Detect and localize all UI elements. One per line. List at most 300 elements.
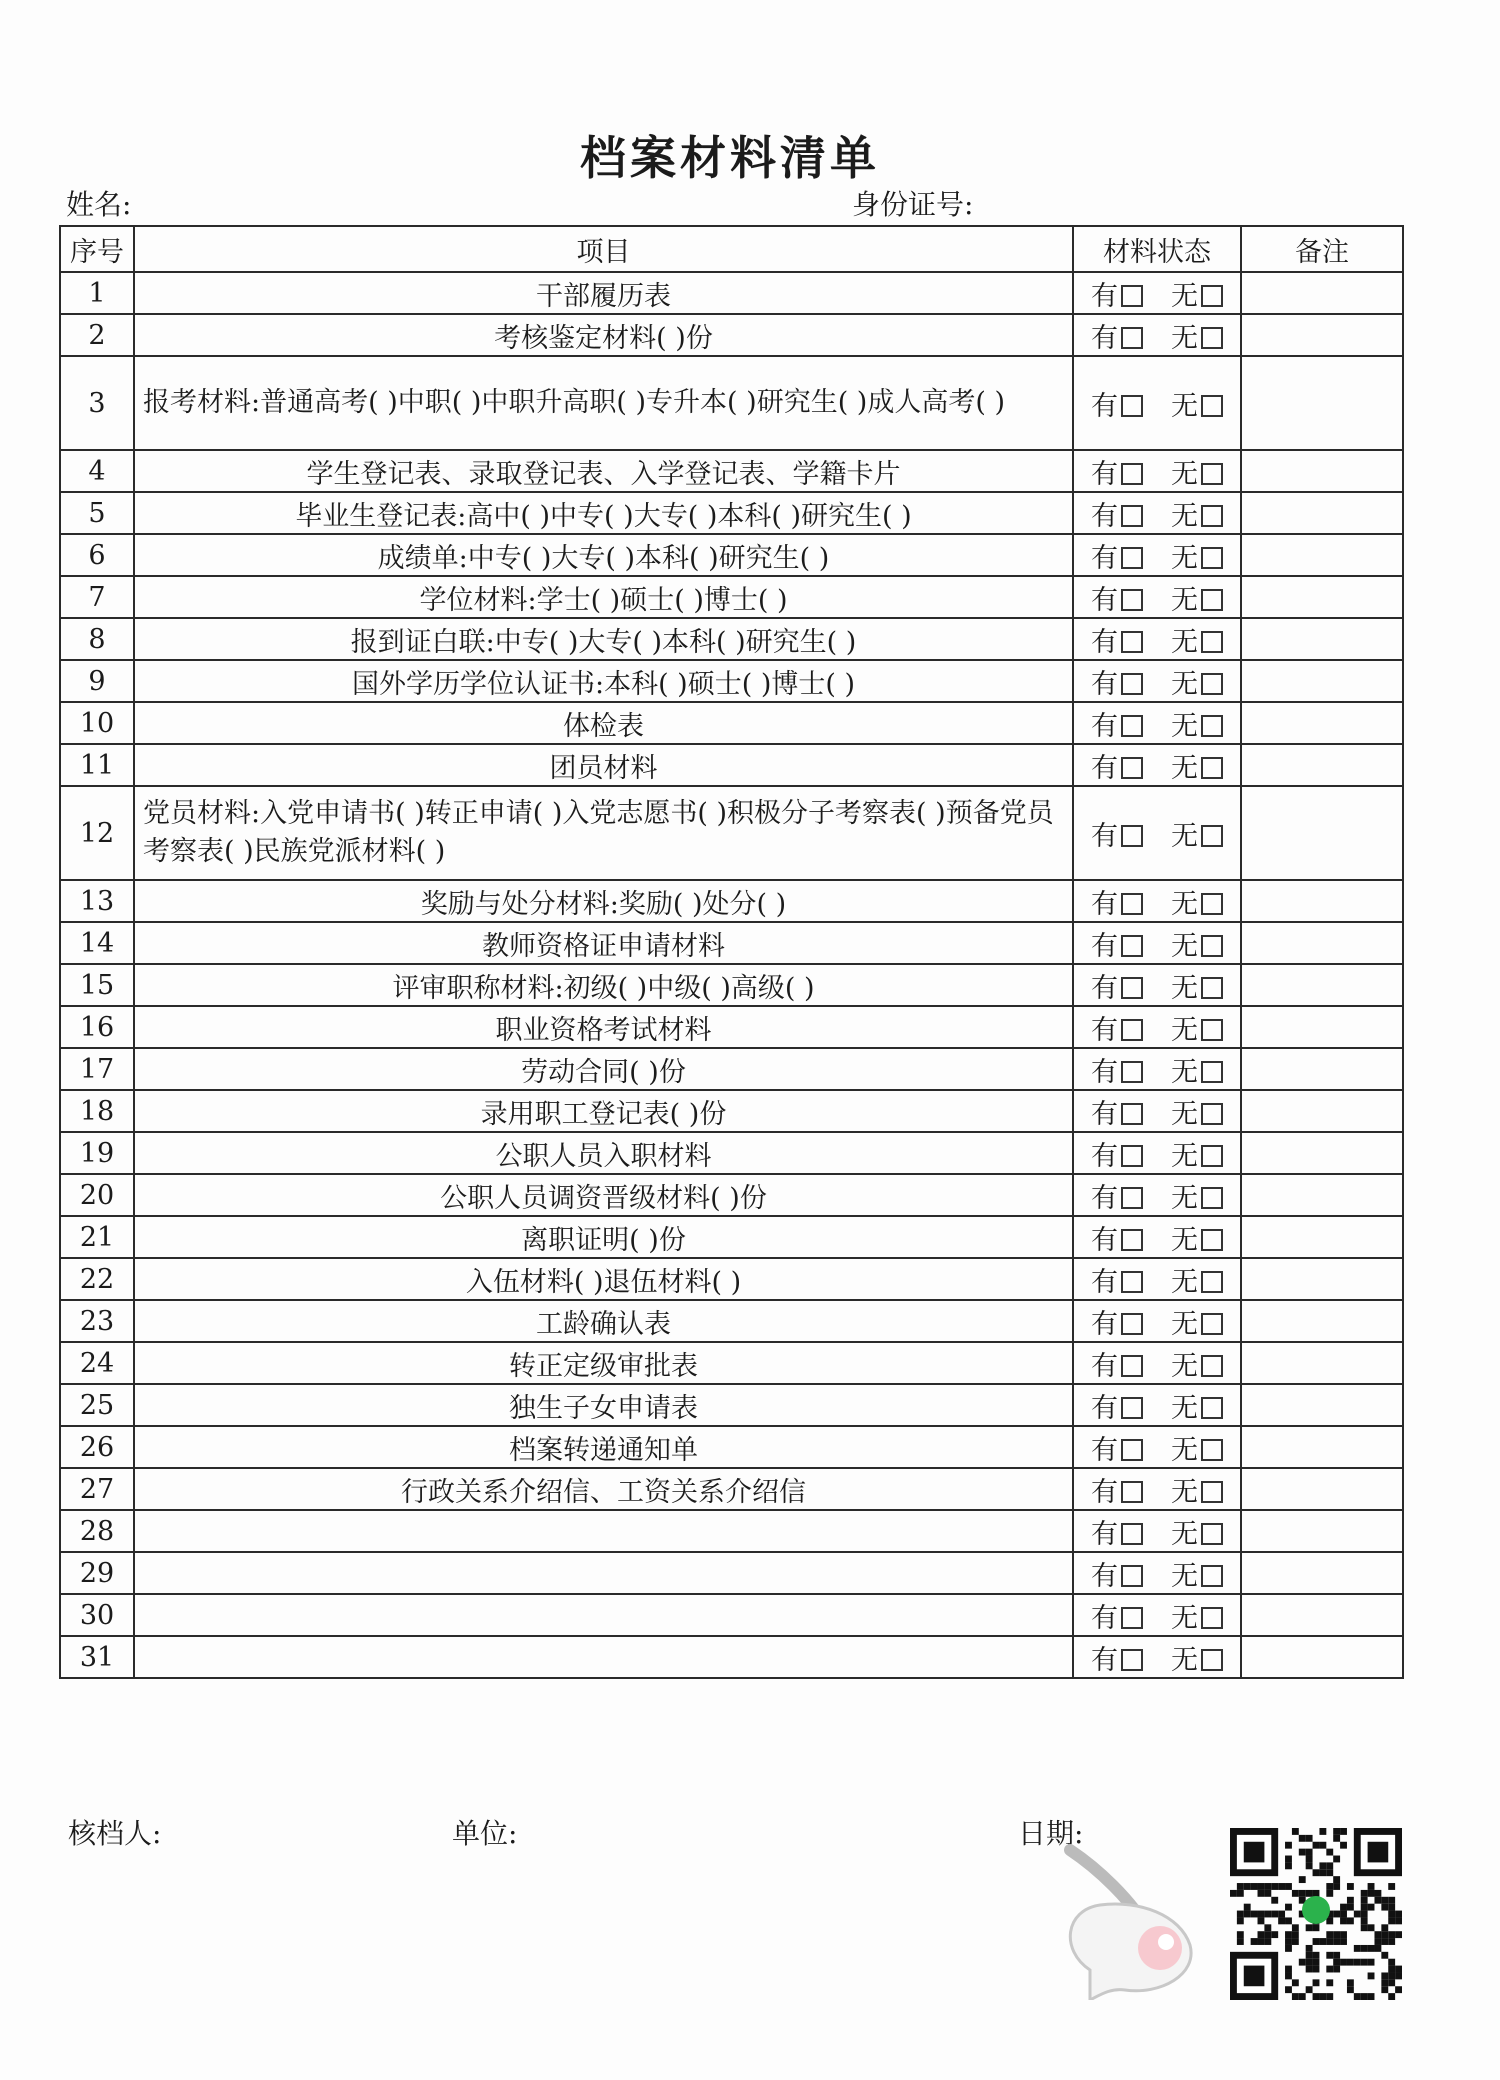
checkbox-icon — [1201, 463, 1223, 485]
row-note[interactable] — [1241, 1132, 1403, 1174]
status-have-option[interactable] — [1091, 1015, 1143, 1046]
status-none-option[interactable] — [1171, 711, 1223, 742]
status-none-label: 无 — [1171, 1140, 1198, 1172]
status-none-option[interactable] — [1171, 501, 1223, 532]
checkbox-icon — [1121, 1481, 1143, 1503]
status-none-option[interactable] — [1171, 1057, 1223, 1088]
row-note[interactable] — [1241, 1510, 1403, 1552]
status-none-label: 无 — [1171, 1476, 1198, 1508]
status-none-label: 无 — [1171, 1056, 1198, 1088]
row-note[interactable] — [1241, 492, 1403, 534]
row-number: 7 — [60, 576, 134, 618]
row-number: 4 — [60, 450, 134, 492]
table-row — [60, 1300, 1403, 1342]
status-none-label: 无 — [1171, 1224, 1198, 1256]
name-label: 姓名: — [66, 188, 132, 221]
checkbox-icon — [1201, 327, 1223, 349]
status-have-option[interactable] — [1091, 931, 1143, 962]
status-none-option[interactable] — [1171, 585, 1223, 616]
status-have-option[interactable] — [1091, 1645, 1143, 1676]
checkbox-icon — [1121, 285, 1143, 307]
row-number: 9 — [60, 660, 134, 702]
row-note[interactable] — [1241, 1258, 1403, 1300]
status-have-option[interactable] — [1091, 1519, 1143, 1550]
row-note[interactable] — [1241, 618, 1403, 660]
table-row — [60, 964, 1403, 1006]
row-number: 31 — [60, 1636, 134, 1678]
row-item: 公职人员调资晋级材料( )份 — [134, 1174, 1073, 1216]
table-row — [60, 744, 1403, 786]
status-have-option[interactable] — [1091, 585, 1143, 616]
qr-code-icon — [1230, 1828, 1402, 2000]
table-row — [60, 272, 1403, 314]
checkbox-icon — [1121, 1397, 1143, 1419]
status-have-option[interactable] — [1091, 669, 1143, 700]
checkbox-icon — [1201, 1607, 1223, 1629]
row-note[interactable] — [1241, 702, 1403, 744]
header-note: 备注 — [1241, 226, 1403, 272]
status-have-option[interactable] — [1091, 1225, 1143, 1256]
row-note[interactable] — [1241, 1384, 1403, 1426]
row-number: 26 — [60, 1426, 134, 1468]
status-have-option[interactable] — [1091, 1561, 1143, 1592]
checkbox-icon — [1121, 1607, 1143, 1629]
row-note[interactable] — [1241, 786, 1403, 880]
status-have-label: 有 — [1091, 322, 1118, 354]
status-have-option[interactable] — [1091, 543, 1143, 574]
row-item — [134, 1636, 1073, 1678]
row-note[interactable] — [1241, 1468, 1403, 1510]
status-none-label: 无 — [1171, 500, 1198, 532]
status-have-label: 有 — [1091, 930, 1118, 962]
row-number: 6 — [60, 534, 134, 576]
status-have-option[interactable] — [1091, 627, 1143, 658]
row-note[interactable] — [1241, 1342, 1403, 1384]
status-have-option[interactable] — [1091, 1393, 1143, 1424]
status-none-option[interactable] — [1171, 973, 1223, 1004]
row-number: 13 — [60, 880, 134, 922]
status-none-option[interactable] — [1171, 1225, 1223, 1256]
status-none-option[interactable] — [1171, 1603, 1223, 1634]
status-none-option[interactable] — [1171, 1393, 1223, 1424]
checkbox-icon — [1121, 977, 1143, 999]
status-have-label: 有 — [1091, 1014, 1118, 1046]
status-have-option[interactable] — [1091, 711, 1143, 742]
row-note[interactable] — [1241, 1048, 1403, 1090]
row-item: 报到证白联:中专( )大专( )本科( )研究生( ) — [134, 618, 1073, 660]
row-note[interactable] — [1241, 534, 1403, 576]
checkbox-icon — [1201, 977, 1223, 999]
row-number: 25 — [60, 1384, 134, 1426]
row-status — [1073, 450, 1241, 492]
row-number: 30 — [60, 1594, 134, 1636]
status-have-option[interactable] — [1091, 1099, 1143, 1130]
checkbox-icon — [1121, 463, 1143, 485]
table-row — [60, 660, 1403, 702]
table-row — [60, 576, 1403, 618]
status-none-option[interactable] — [1171, 323, 1223, 354]
status-none-option[interactable] — [1171, 459, 1223, 490]
checkbox-icon — [1201, 1313, 1223, 1335]
status-none-option[interactable] — [1171, 1267, 1223, 1298]
checkbox-icon — [1201, 1103, 1223, 1125]
row-item: 教师资格证申请材料 — [134, 922, 1073, 964]
row-status — [1073, 702, 1241, 744]
table-row — [60, 1258, 1403, 1300]
checkbox-icon — [1201, 1481, 1223, 1503]
status-none-label: 无 — [1171, 710, 1198, 742]
status-none-label: 无 — [1171, 584, 1198, 616]
unit-label: 单位: — [452, 1817, 518, 1850]
status-none-label: 无 — [1171, 322, 1198, 354]
checkbox-icon — [1121, 1103, 1143, 1125]
row-status — [1073, 1384, 1241, 1426]
status-have-label: 有 — [1091, 626, 1118, 658]
table-row — [60, 1048, 1403, 1090]
table-row — [60, 1174, 1403, 1216]
row-note[interactable] — [1241, 1300, 1403, 1342]
checkbox-icon — [1201, 757, 1223, 779]
row-item: 成绩单:中专( )大专( )本科( )研究生( ) — [134, 534, 1073, 576]
status-have-label: 有 — [1091, 542, 1118, 574]
status-none-option[interactable] — [1171, 1351, 1223, 1382]
row-item: 劳动合同( )份 — [134, 1048, 1073, 1090]
row-item: 公职人员入职材料 — [134, 1132, 1073, 1174]
status-have-option[interactable] — [1091, 889, 1143, 920]
checkbox-icon — [1201, 1397, 1223, 1419]
row-status — [1073, 314, 1241, 356]
table-row — [60, 618, 1403, 660]
checkbox-icon — [1201, 893, 1223, 915]
row-number: 11 — [60, 744, 134, 786]
status-none-option[interactable] — [1171, 1099, 1223, 1130]
status-have-option[interactable] — [1091, 459, 1143, 490]
checkbox-icon — [1201, 547, 1223, 569]
table-row — [60, 1636, 1403, 1678]
status-have-label: 有 — [1091, 668, 1118, 700]
page-title: 档案材料清单 — [580, 131, 880, 185]
checkbox-icon — [1201, 1145, 1223, 1167]
row-status — [1073, 1636, 1241, 1678]
checkbox-icon — [1121, 1187, 1143, 1209]
checkbox-icon — [1201, 1439, 1223, 1461]
row-number: 5 — [60, 492, 134, 534]
row-item: 转正定级审批表 — [134, 1342, 1073, 1384]
status-none-option[interactable] — [1171, 889, 1223, 920]
status-none-label: 无 — [1171, 1014, 1198, 1046]
table-row — [60, 1510, 1403, 1552]
status-none-label: 无 — [1171, 972, 1198, 1004]
table-row — [60, 1468, 1403, 1510]
row-number: 29 — [60, 1552, 134, 1594]
table-body — [60, 272, 1403, 1678]
status-have-option[interactable] — [1091, 1435, 1143, 1466]
header-status: 材料状态 — [1073, 226, 1241, 272]
row-status — [1073, 576, 1241, 618]
row-note[interactable] — [1241, 744, 1403, 786]
status-none-option[interactable] — [1171, 1477, 1223, 1508]
row-item: 学生登记表、录取登记表、入学登记表、学籍卡片 — [134, 450, 1073, 492]
materials-table — [59, 225, 1404, 1679]
status-have-label: 有 — [1091, 1518, 1118, 1550]
status-none-label: 无 — [1171, 1392, 1198, 1424]
row-status — [1073, 1132, 1241, 1174]
status-none-option[interactable] — [1171, 543, 1223, 574]
status-none-label: 无 — [1171, 280, 1198, 312]
status-have-option[interactable] — [1091, 821, 1143, 852]
row-item: 团员材料 — [134, 744, 1073, 786]
status-have-option[interactable] — [1091, 1351, 1143, 1382]
row-note[interactable] — [1241, 1636, 1403, 1678]
row-number: 23 — [60, 1300, 134, 1342]
checkbox-icon — [1121, 1565, 1143, 1587]
row-note[interactable] — [1241, 1594, 1403, 1636]
row-status — [1073, 744, 1241, 786]
status-have-label: 有 — [1091, 1098, 1118, 1130]
row-number: 24 — [60, 1342, 134, 1384]
status-have-option[interactable] — [1091, 1183, 1143, 1214]
status-none-label: 无 — [1171, 1098, 1198, 1130]
checkbox-icon — [1121, 395, 1143, 417]
status-have-option[interactable] — [1091, 1141, 1143, 1172]
row-number: 20 — [60, 1174, 134, 1216]
status-have-label: 有 — [1091, 1140, 1118, 1172]
row-note[interactable] — [1241, 356, 1403, 450]
row-number: 1 — [60, 272, 134, 314]
status-have-label: 有 — [1091, 888, 1118, 920]
checkbox-icon — [1201, 1229, 1223, 1251]
status-none-label: 无 — [1171, 390, 1198, 422]
row-status — [1073, 1594, 1241, 1636]
status-none-option[interactable] — [1171, 1435, 1223, 1466]
row-note[interactable] — [1241, 1216, 1403, 1258]
status-none-label: 无 — [1171, 930, 1198, 962]
checkbox-icon — [1121, 589, 1143, 611]
status-none-option[interactable] — [1171, 1561, 1223, 1592]
checkbox-icon — [1121, 631, 1143, 653]
status-have-label: 有 — [1091, 584, 1118, 616]
status-none-label: 无 — [1171, 1266, 1198, 1298]
status-none-label: 无 — [1171, 1644, 1198, 1676]
row-item: 行政关系介绍信、工资关系介绍信 — [134, 1468, 1073, 1510]
checkbox-icon — [1121, 1355, 1143, 1377]
date-label: 日期: — [1018, 1817, 1084, 1850]
checkbox-icon — [1121, 893, 1143, 915]
checkbox-icon — [1121, 1271, 1143, 1293]
row-status — [1073, 534, 1241, 576]
status-have-label: 有 — [1091, 500, 1118, 532]
status-none-option[interactable] — [1171, 931, 1223, 962]
status-have-label: 有 — [1091, 752, 1118, 784]
status-none-label: 无 — [1171, 820, 1198, 852]
checkbox-icon — [1121, 327, 1143, 349]
table-row — [60, 1006, 1403, 1048]
status-have-option[interactable] — [1091, 1267, 1143, 1298]
status-none-option[interactable] — [1171, 391, 1223, 422]
row-note[interactable] — [1241, 576, 1403, 618]
row-note[interactable] — [1241, 964, 1403, 1006]
checkbox-icon — [1201, 935, 1223, 957]
row-note[interactable] — [1241, 1426, 1403, 1468]
checkbox-icon — [1201, 1523, 1223, 1545]
status-none-option[interactable] — [1171, 1309, 1223, 1340]
row-number: 18 — [60, 1090, 134, 1132]
status-none-label: 无 — [1171, 888, 1198, 920]
row-note[interactable] — [1241, 880, 1403, 922]
row-number: 21 — [60, 1216, 134, 1258]
checkbox-icon — [1121, 673, 1143, 695]
status-none-option[interactable] — [1171, 1645, 1223, 1676]
row-note[interactable] — [1241, 1006, 1403, 1048]
row-item: 评审职称材料:初级( )中级( )高级( ) — [134, 964, 1073, 1006]
status-none-label: 无 — [1171, 626, 1198, 658]
row-number: 28 — [60, 1510, 134, 1552]
row-note[interactable] — [1241, 450, 1403, 492]
row-number: 15 — [60, 964, 134, 1006]
status-have-label: 有 — [1091, 280, 1118, 312]
row-status — [1073, 1552, 1241, 1594]
table-row — [60, 1426, 1403, 1468]
status-none-option[interactable] — [1171, 1015, 1223, 1046]
table-row — [60, 1552, 1403, 1594]
row-item: 独生子女申请表 — [134, 1384, 1073, 1426]
row-status — [1073, 1510, 1241, 1552]
status-have-option[interactable] — [1091, 391, 1143, 422]
checkbox-icon — [1121, 547, 1143, 569]
checkbox-icon — [1121, 757, 1143, 779]
checkbox-icon — [1201, 285, 1223, 307]
checkbox-icon — [1201, 673, 1223, 695]
status-have-label: 有 — [1091, 820, 1118, 852]
row-number: 27 — [60, 1468, 134, 1510]
checker-label: 核档人: — [68, 1817, 162, 1850]
checkbox-icon — [1201, 715, 1223, 737]
status-have-label: 有 — [1091, 390, 1118, 422]
row-item: 录用职工登记表( )份 — [134, 1090, 1073, 1132]
status-none-option[interactable] — [1171, 753, 1223, 784]
row-item: 毕业生登记表:高中( )中专( )大专( )本科( )研究生( ) — [134, 492, 1073, 534]
status-none-option[interactable] — [1171, 821, 1223, 852]
status-none-option[interactable] — [1171, 1141, 1223, 1172]
checkbox-icon — [1201, 631, 1223, 653]
status-have-option[interactable] — [1091, 973, 1143, 1004]
row-item — [134, 1510, 1073, 1552]
checkbox-icon — [1121, 1649, 1143, 1671]
row-status — [1073, 272, 1241, 314]
header-item: 项目 — [134, 226, 1073, 272]
status-none-option[interactable] — [1171, 669, 1223, 700]
row-note[interactable] — [1241, 314, 1403, 356]
row-item — [134, 1594, 1073, 1636]
row-number: 8 — [60, 618, 134, 660]
status-none-label: 无 — [1171, 752, 1198, 784]
row-item: 入伍材料( )退伍材料( ) — [134, 1258, 1073, 1300]
status-have-label: 有 — [1091, 1056, 1118, 1088]
row-note[interactable] — [1241, 660, 1403, 702]
row-note[interactable] — [1241, 1090, 1403, 1132]
table-row — [60, 492, 1403, 534]
table-row — [60, 1132, 1403, 1174]
status-none-label: 无 — [1171, 1518, 1198, 1550]
status-have-option[interactable] — [1091, 1477, 1143, 1508]
status-none-label: 无 — [1171, 1602, 1198, 1634]
status-none-label: 无 — [1171, 1350, 1198, 1382]
status-have-option[interactable] — [1091, 501, 1143, 532]
row-item: 考核鉴定材料( )份 — [134, 314, 1073, 356]
status-have-option[interactable] — [1091, 281, 1143, 312]
status-have-label: 有 — [1091, 1644, 1118, 1676]
status-none-label: 无 — [1171, 1182, 1198, 1214]
status-have-label: 有 — [1091, 1476, 1118, 1508]
status-have-label: 有 — [1091, 972, 1118, 1004]
status-have-label: 有 — [1091, 1602, 1118, 1634]
table-row — [60, 1384, 1403, 1426]
row-status — [1073, 1258, 1241, 1300]
table-row — [60, 880, 1403, 922]
status-none-option[interactable] — [1171, 1183, 1223, 1214]
checkbox-icon — [1121, 1313, 1143, 1335]
checkbox-icon — [1201, 1565, 1223, 1587]
checkbox-icon — [1201, 1649, 1223, 1671]
status-have-label: 有 — [1091, 1560, 1118, 1592]
row-number: 16 — [60, 1006, 134, 1048]
row-item: 职业资格考试材料 — [134, 1006, 1073, 1048]
row-number: 17 — [60, 1048, 134, 1090]
checkbox-icon — [1121, 1229, 1143, 1251]
status-none-label: 无 — [1171, 1308, 1198, 1340]
status-have-option[interactable] — [1091, 1603, 1143, 1634]
row-item — [134, 1552, 1073, 1594]
id-number-label: 身份证号: — [852, 188, 974, 221]
checkbox-icon — [1121, 1523, 1143, 1545]
row-item: 体检表 — [134, 702, 1073, 744]
checkbox-icon — [1121, 1019, 1143, 1041]
status-have-label: 有 — [1091, 458, 1118, 490]
status-none-label: 无 — [1171, 1434, 1198, 1466]
table-row — [60, 1216, 1403, 1258]
checkbox-icon — [1201, 1019, 1223, 1041]
row-number: 2 — [60, 314, 134, 356]
row-item: 档案转递通知单 — [134, 1426, 1073, 1468]
table-row — [60, 702, 1403, 744]
row-note[interactable] — [1241, 1552, 1403, 1594]
status-have-option[interactable] — [1091, 753, 1143, 784]
table-row — [60, 314, 1403, 356]
status-have-option[interactable] — [1091, 1057, 1143, 1088]
table-row — [60, 534, 1403, 576]
row-status — [1073, 618, 1241, 660]
row-item: 干部履历表 — [134, 272, 1073, 314]
checkbox-icon — [1201, 505, 1223, 527]
status-none-option[interactable] — [1171, 1519, 1223, 1550]
status-none-option[interactable] — [1171, 627, 1223, 658]
status-none-label: 无 — [1171, 542, 1198, 574]
row-note[interactable] — [1241, 922, 1403, 964]
checkbox-icon — [1201, 1061, 1223, 1083]
row-note[interactable] — [1241, 272, 1403, 314]
status-have-option[interactable] — [1091, 1309, 1143, 1340]
table-row — [60, 356, 1403, 450]
checkbox-icon — [1121, 1061, 1143, 1083]
status-have-option[interactable] — [1091, 323, 1143, 354]
checkbox-icon — [1121, 715, 1143, 737]
status-none-option[interactable] — [1171, 281, 1223, 312]
row-note[interactable] — [1241, 1174, 1403, 1216]
row-status — [1073, 786, 1241, 880]
table-row — [60, 1342, 1403, 1384]
row-status — [1073, 1426, 1241, 1468]
status-have-label: 有 — [1091, 1434, 1118, 1466]
